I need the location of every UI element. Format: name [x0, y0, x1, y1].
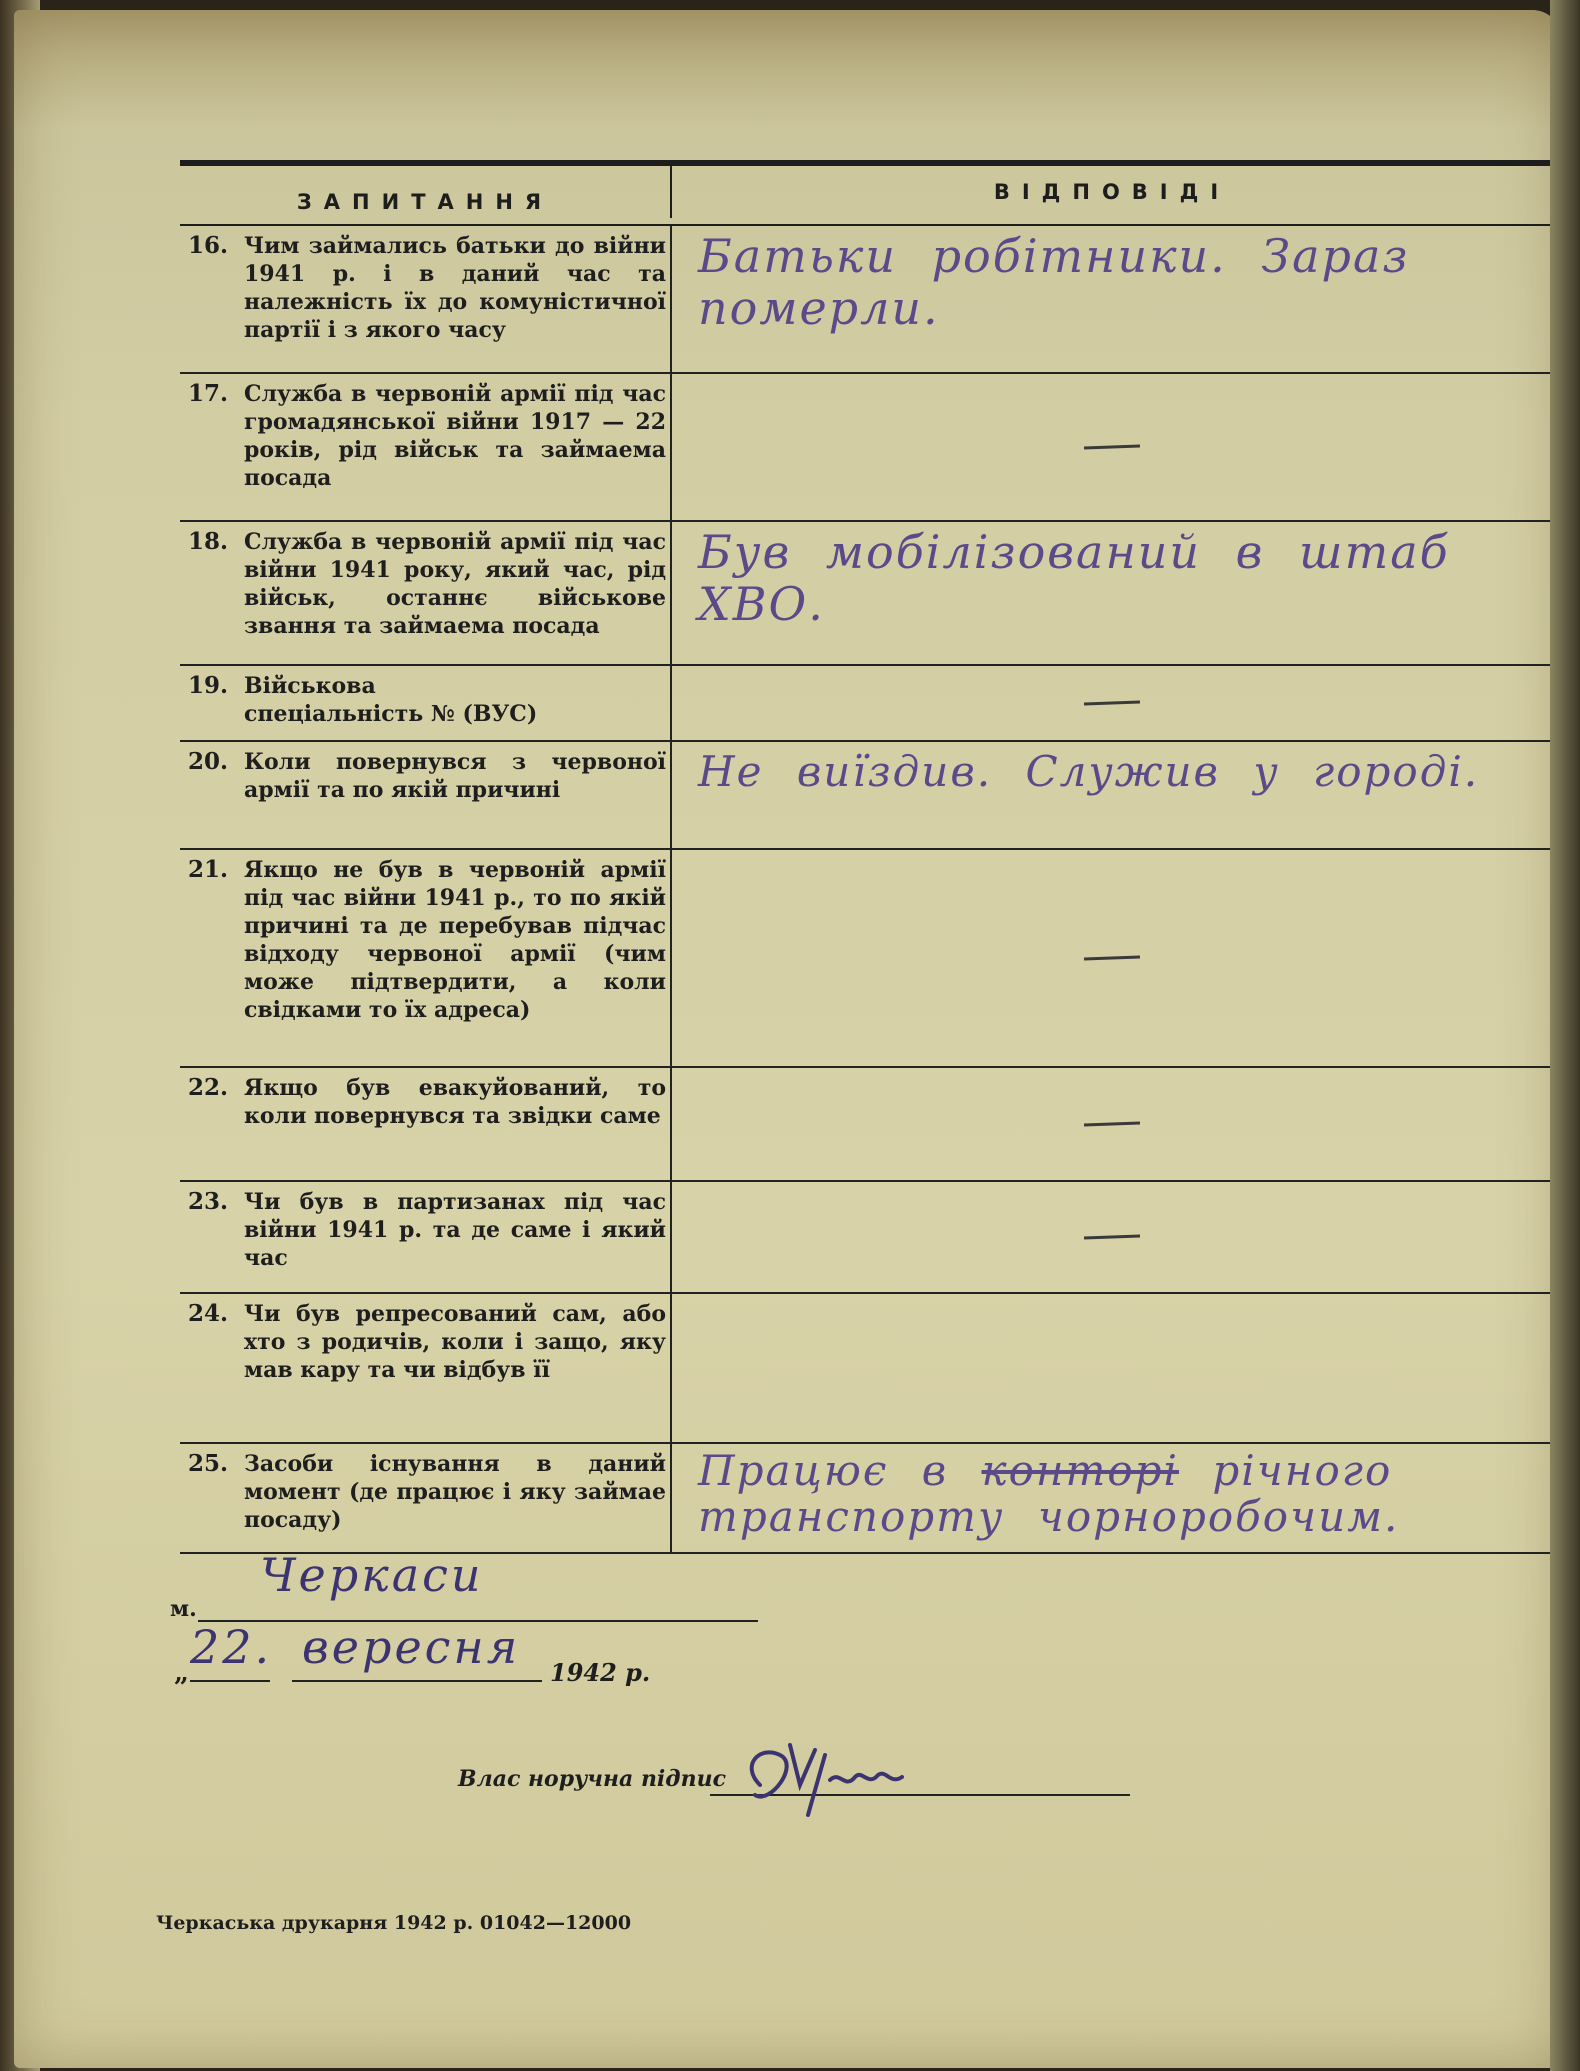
- month-handwritten[interactable]: вересня: [302, 1620, 521, 1674]
- question-text: Коли повернувся з червоної армії та по якій причині: [244, 749, 666, 803]
- answer-cell[interactable]: [674, 522, 1550, 664]
- table-row-21: [180, 850, 1550, 1068]
- answer-text-start: Працює в: [698, 1446, 982, 1495]
- question-number: 21.: [188, 856, 229, 883]
- question-cell: [180, 226, 672, 372]
- page-edge: [1550, 0, 1580, 2071]
- day-line: [190, 1678, 270, 1682]
- question-text: Чи був в партизанах під час війни 1941 р. та де саме і який час: [244, 1189, 666, 1271]
- table-row-18: [180, 522, 1550, 666]
- city-handwritten[interactable]: Черкаси: [260, 1548, 484, 1602]
- answer-cell[interactable]: [674, 226, 1550, 372]
- signature-label: Влас норучна підпис: [458, 1766, 726, 1792]
- table-row-19: [180, 666, 1550, 742]
- answer-cell[interactable]: [674, 742, 1550, 848]
- answers-column-header: [674, 166, 1550, 218]
- table-row-16: [180, 226, 1550, 374]
- date-open-quote: „: [174, 1658, 189, 1688]
- answer-cell[interactable]: [674, 850, 1550, 1066]
- form-footer: [170, 1548, 1370, 1860]
- question-cell: [180, 522, 672, 664]
- struck-out-word: конторі: [981, 1446, 1179, 1495]
- questions-label: ЗАПИТАННЯ: [296, 190, 554, 214]
- answer-cell[interactable]: [674, 1444, 1550, 1552]
- question-text: Чи був репресований сам, або хто з родичів, коли і защо, яку мав кару та чи відбув її: [244, 1301, 666, 1383]
- question-number: 18.: [188, 528, 229, 555]
- dash-answer: [1084, 1235, 1140, 1240]
- table-row-20: [180, 742, 1550, 850]
- question-cell: [180, 666, 672, 740]
- question-number: 17.: [188, 380, 229, 407]
- table-header: [180, 160, 1550, 226]
- answer-text-end: річного транспорту чорноробочим.: [698, 1446, 1400, 1541]
- question-cell: [180, 1294, 672, 1442]
- question-number: 19.: [188, 672, 229, 699]
- answers-label: ВІДПОВІДІ: [993, 180, 1231, 204]
- handwritten-signature: [730, 1725, 960, 1835]
- question-number: 20.: [188, 748, 229, 775]
- answer-cell[interactable]: [674, 666, 1550, 740]
- dash-answer: [1084, 445, 1140, 450]
- table-row-17: [180, 374, 1550, 522]
- handwritten-answer: [698, 1448, 1540, 1540]
- question-text: Військова спеціальність № (ВУС): [244, 673, 538, 727]
- question-number: 25.: [188, 1450, 229, 1477]
- question-text: Служба в червоній армії під час війни 1941 року, який час, рід військ, останнє військове звання та займаема посада: [244, 529, 666, 639]
- question-cell: [180, 742, 672, 848]
- printer-imprint: Черкаська друкарня 1942 р. 01042—12000: [156, 1912, 632, 1934]
- month-line: [292, 1678, 542, 1682]
- question-cell: [180, 1444, 672, 1552]
- question-cell: [180, 1182, 672, 1292]
- table-row-22: [180, 1068, 1550, 1182]
- dash-answer: [1084, 701, 1140, 706]
- table-row-23: [180, 1182, 1550, 1294]
- question-cell: [180, 1068, 672, 1180]
- handwritten-answer: Батьки робітники. Зараз померли.: [698, 229, 1410, 335]
- question-number: 23.: [188, 1188, 229, 1215]
- question-number: 22.: [188, 1074, 229, 1101]
- answer-cell[interactable]: [674, 1182, 1550, 1292]
- day-handwritten[interactable]: 22.: [190, 1620, 273, 1674]
- answer-cell[interactable]: [674, 374, 1550, 520]
- answer-cell[interactable]: [674, 1068, 1550, 1180]
- questionnaire-table: [180, 160, 1550, 1554]
- question-text: Служба в червоній армії під час громадянської війни 1917 — 22 років, рід військ та займаема посада: [244, 381, 666, 491]
- question-number: 24.: [188, 1300, 229, 1327]
- table-row-24: [180, 1294, 1550, 1444]
- question-number: 16.: [188, 232, 229, 259]
- dash-answer: [1084, 956, 1140, 961]
- handwritten-answer: Не виїздив. Служив у городі.: [698, 747, 1480, 796]
- handwritten-answer: Був мобілізований в штаб ХВО.: [698, 525, 1450, 631]
- question-cell: [180, 850, 672, 1066]
- question-text: Засоби існування в даний момент (де працює і яку займае посаду): [244, 1451, 666, 1533]
- year-label: 1942 р.: [550, 1658, 651, 1687]
- city-prefix: м.: [170, 1596, 197, 1622]
- question-text: Якщо був евакуйований, то коли повернувся та звідки саме: [244, 1075, 666, 1129]
- answer-cell[interactable]: [674, 1294, 1550, 1442]
- question-cell: [180, 374, 672, 520]
- question-text: Чим займались батьки до війни 1941 р. і в даний час та належність їх до комуністичної партії і з якого часу: [244, 233, 666, 343]
- questions-column-header: [180, 166, 672, 218]
- table-row-25: [180, 1444, 1550, 1554]
- question-text: Якщо не був в червоній армії під час війни 1941 р., то по якій причині та де перебував підчас відходу червоної армії (чим може підтвердити, а коли свідками то їх адреса): [244, 857, 666, 1023]
- dash-answer: [1084, 1122, 1140, 1127]
- page-stain: [14, 10, 1562, 130]
